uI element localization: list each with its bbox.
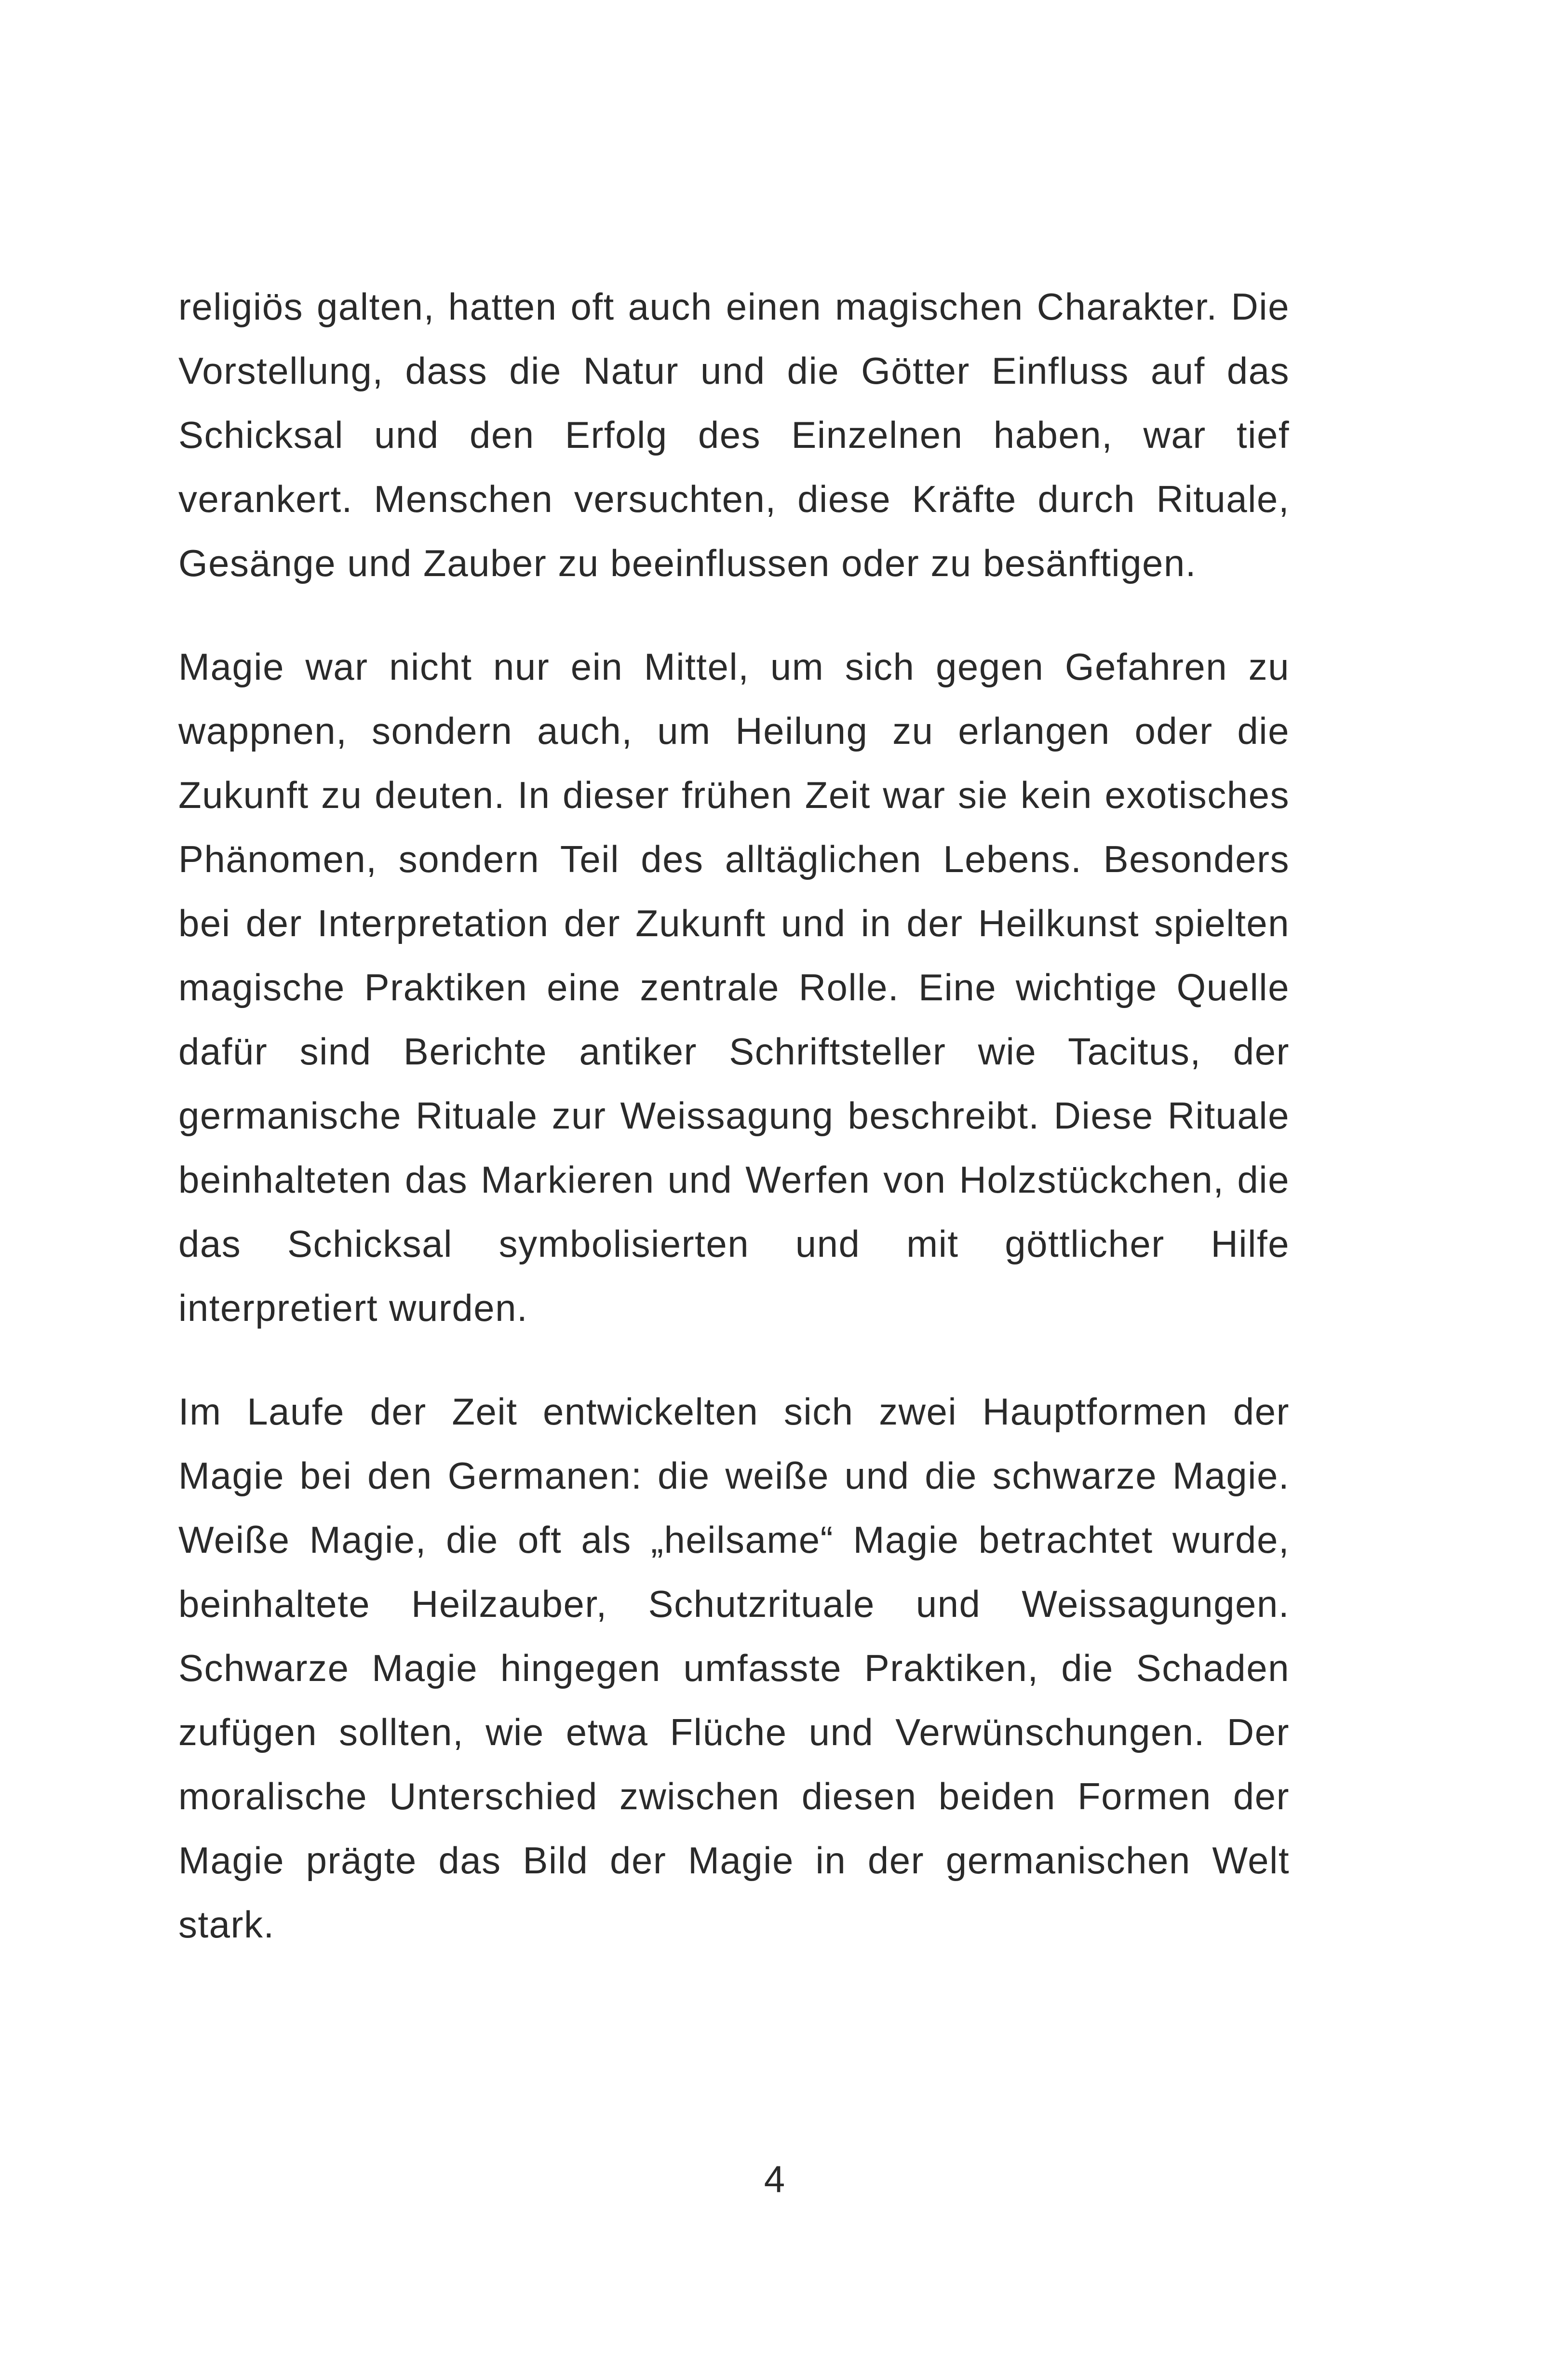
paragraph-3: Im Laufe der Zeit entwickelten sich zwei Hauptformen der Magie bei den Germanen: die weiße und die schwarze Magie. Weiße Magie, die oft als „heilsame“ Magie betrachtet wurde, beinhaltete Heilzauber, Schutzrituale und Weissagungen. Schwarze Magie hingegen umfasste Praktiken, die Schaden zufügen sollten, wie etwa Flüche und Verwünschungen. Der moralische Unterschied zwischen diesen beiden Formen der Magie prägte das Bild der Magie in der germanischen Welt stark. xyxy=(178,1390,1290,1946)
paragraph-2: Magie war nicht nur ein Mittel, um sich gegen Gefahren zu wappnen, sondern auch, um Heilung zu erlangen oder die Zukunft zu deuten. In dieser frühen Zeit war sie kein exotisches Phänomen, sondern Teil des alltäglichen Lebens. Besonders bei der Interpretation der Zukunft und in der Heilkunst spielten magische Praktiken eine zentrale Rolle. Eine wichtige Quelle dafür sind Berichte antiker Schriftsteller wie Tacitus, der germanische Rituale zur Weissagung beschreibt. Diese Rituale beinhalteten das Markieren und Werfen von Holzstückchen, die das Schicksal symbolisierten und mit göttlicher Hilfe interpretiert wurden. xyxy=(178,645,1290,1329)
page-number: 4 xyxy=(764,2158,785,2200)
body-text xyxy=(178,275,1290,1996)
paragraph-1: religiös galten, hatten oft auch einen magischen Charakter. Die Vorstellung, dass die Natur und die Götter Einfluss auf das Schicksal und den Erfolg des Einzelnen haben, war tief verankert. Menschen versuchten, diese Kräfte durch Rituale, Gesänge und Zauber zu beeinflussen oder zu besänftigen. xyxy=(178,285,1290,584)
